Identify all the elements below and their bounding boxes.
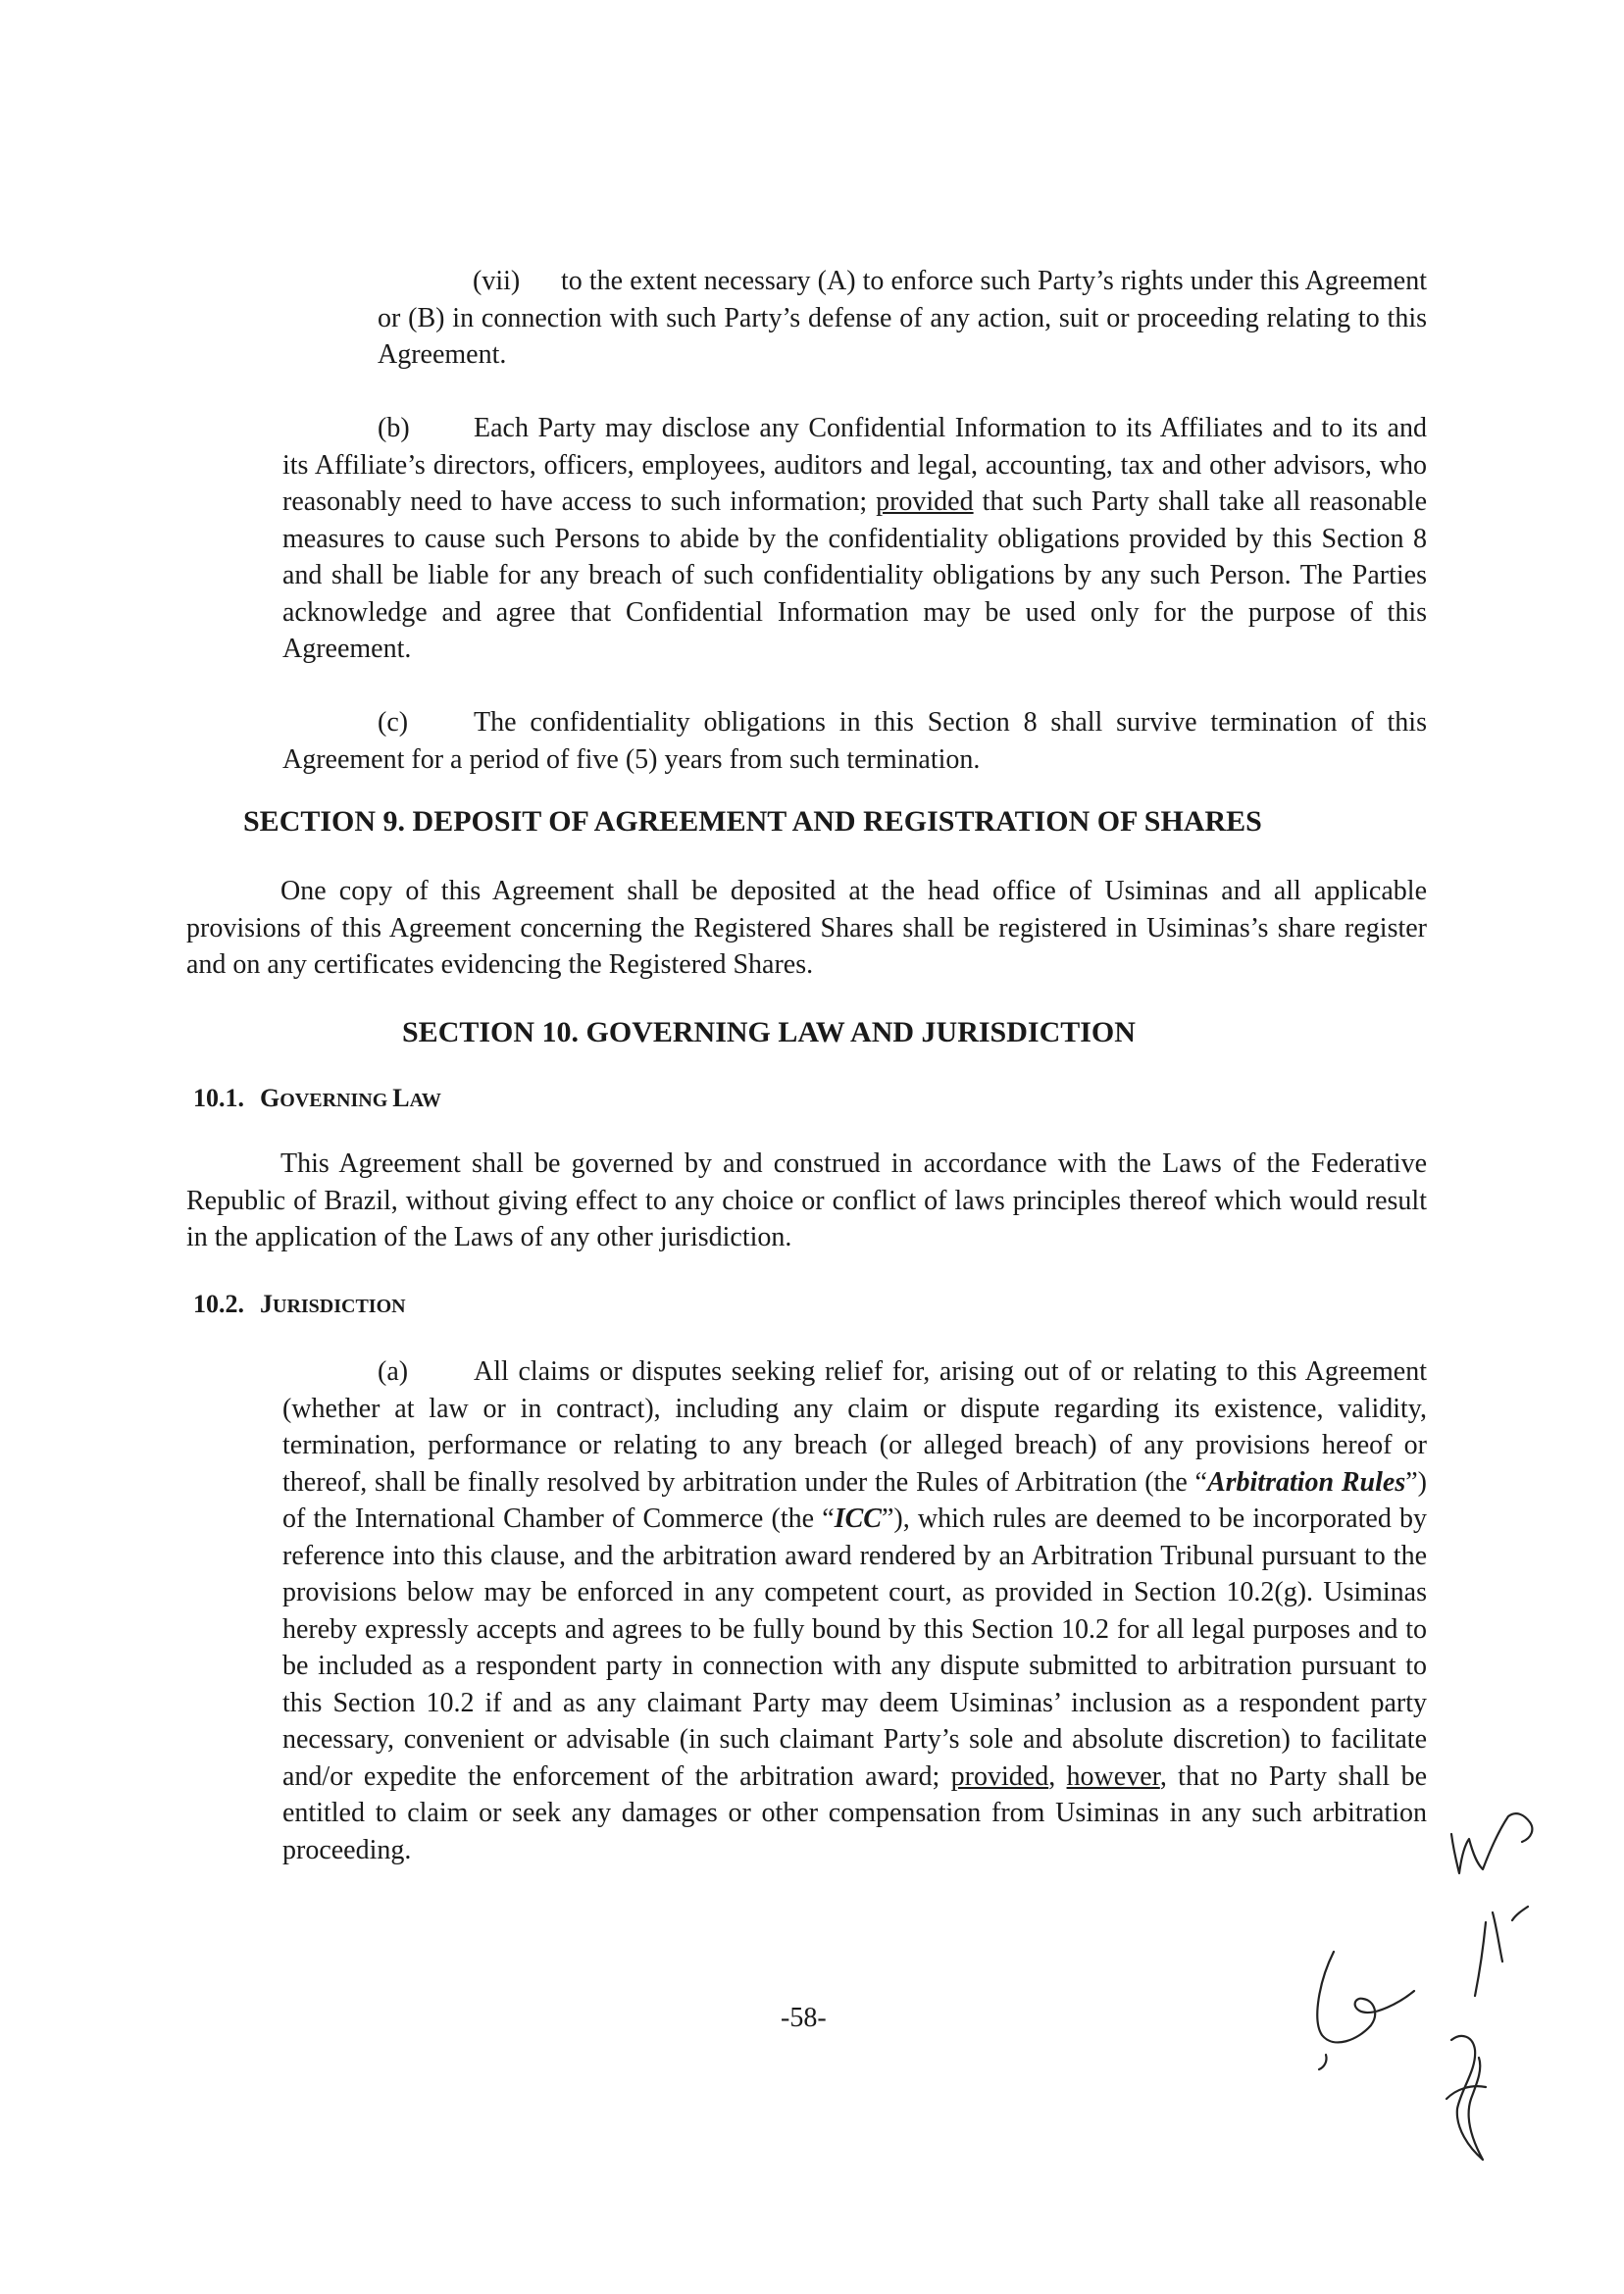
- subsection-10-1-body: This Agreement shall be governed by and construed in accordance with the Laws of the Federative Republic of Brazil, without giving effect to any choice or conflict of laws principles thereof which would result in the application of the Laws of any other jurisdiction.: [186, 1148, 1427, 1252]
- handwritten-initials: [1265, 1805, 1559, 2197]
- clause-10-2-a-provided: provided: [950, 1760, 1049, 1792]
- clause-10-2-a-however: however: [1066, 1760, 1160, 1792]
- clause-b-provided: provided: [876, 486, 974, 517]
- section-9-body: One copy of this Agreement shall be deposited at the head office of Usiminas and all applicable provisions of this Agreement concerning the Registered Shares shall be registered in Usiminas’s share register and on any certificates evidencing the Registered Shares.: [186, 876, 1427, 980]
- subsection-10-1-heading: 10.1. GOVERNING LAW: [193, 1081, 441, 1118]
- term-arbitration-rules: Arbitration Rules: [1206, 1466, 1406, 1498]
- clause-vii: [378, 263, 1427, 374]
- clause-10-2-a-label: (a): [378, 1356, 409, 1387]
- initials-mark-3: [1475, 1907, 1528, 1996]
- clause-vii-label: (vii): [473, 266, 521, 296]
- clause-b: [282, 410, 1427, 668]
- initials-mark-2: [1317, 1952, 1414, 2042]
- clause-c: [282, 704, 1427, 778]
- clause-vii-text: to the extent necessary (A) to enforce such Party’s rights under this Agreement or (B) in connection with such Party’s defense of any action, suit or proceeding relating to this Agreement.: [378, 266, 1427, 370]
- clause-c-label: (c): [378, 707, 409, 738]
- section-9-heading: SECTION 9. DEPOSIT OF AGREEMENT AND REGISTRATION OF SHARES: [243, 805, 1262, 838]
- term-icc: ICC: [834, 1504, 882, 1534]
- subsection-10-1-number: 10.1.: [193, 1084, 244, 1112]
- clause-c-text: The confidentiality obligations in this Section 8 shall survive termination of this Agreement for a period of five (5) years from such termination.: [282, 707, 1427, 775]
- subsection-10-2-heading: 10.2. JURISDICTION: [193, 1287, 406, 1324]
- page-number: -58-: [781, 2003, 827, 2033]
- clause-b-text-after: that such Party shall take all reasonable measures to cause such Persons to abide by the confidentiality obligations provided by this Section 8 and shall be liable for any breach of such confidentiality obligations by any such Person. The Parties acknowledge and agree that Confidential Information may be used only for the purpose of this Agreement.: [282, 486, 1427, 664]
- section-10-heading: SECTION 10. GOVERNING LAW AND JURISDICTION: [402, 1016, 1136, 1048]
- subsection-10-2-number: 10.2.: [193, 1290, 244, 1318]
- clause-b-text-before: Each Party may disclose any Confidential Information to its Affiliates and to its and its Affiliate’s directors, officers, employees, auditors and legal, accounting, tax and other advisors, who reasonably need to have access to such information;: [282, 413, 1427, 517]
- initials-mark-1: [1451, 1813, 1532, 1873]
- clause-10-2-a: (a) All claims or disputes seeking relief for, arising out of or relating to this Agreement (whether at law or in contract), including any claim or dispute regarding its existence, validity, termination, performance or relating to any breach (or alleged breach) of any provisions hereof or thereof, shall be finally resolved by arbitration under the Rules of Arbitration (the “Arbitration Rules”) of the International Chamber of Commerce (the “ICC”), which rules are deemed to be incorporated by reference into this clause, and the arbitration award rendered by an Arbitration Tribunal pursuant to the provisions below may be enforced in any competent court, as provided in Section 10.2(g). Usiminas hereby expressly accepts and agrees to be fully bound by this Section 10.2 for all legal purposes and to be included as a respondent party in connection with any dispute submitted to arbitration pursuant to this Section 10.2 if and as any claimant Party may deem Usiminas’ inclusion as a respondent party necessary, convenient or advisable (in such claimant Party’s sole and absolute discretion) to facilitate and/or expedite the enforcement of the arbitration award; provided, however, that no Party shall be entitled to claim or seek any damages or other compensation from Usiminas in any such arbitration proceeding.: [282, 1353, 1427, 1868]
- clause-b-label: (b): [378, 413, 410, 443]
